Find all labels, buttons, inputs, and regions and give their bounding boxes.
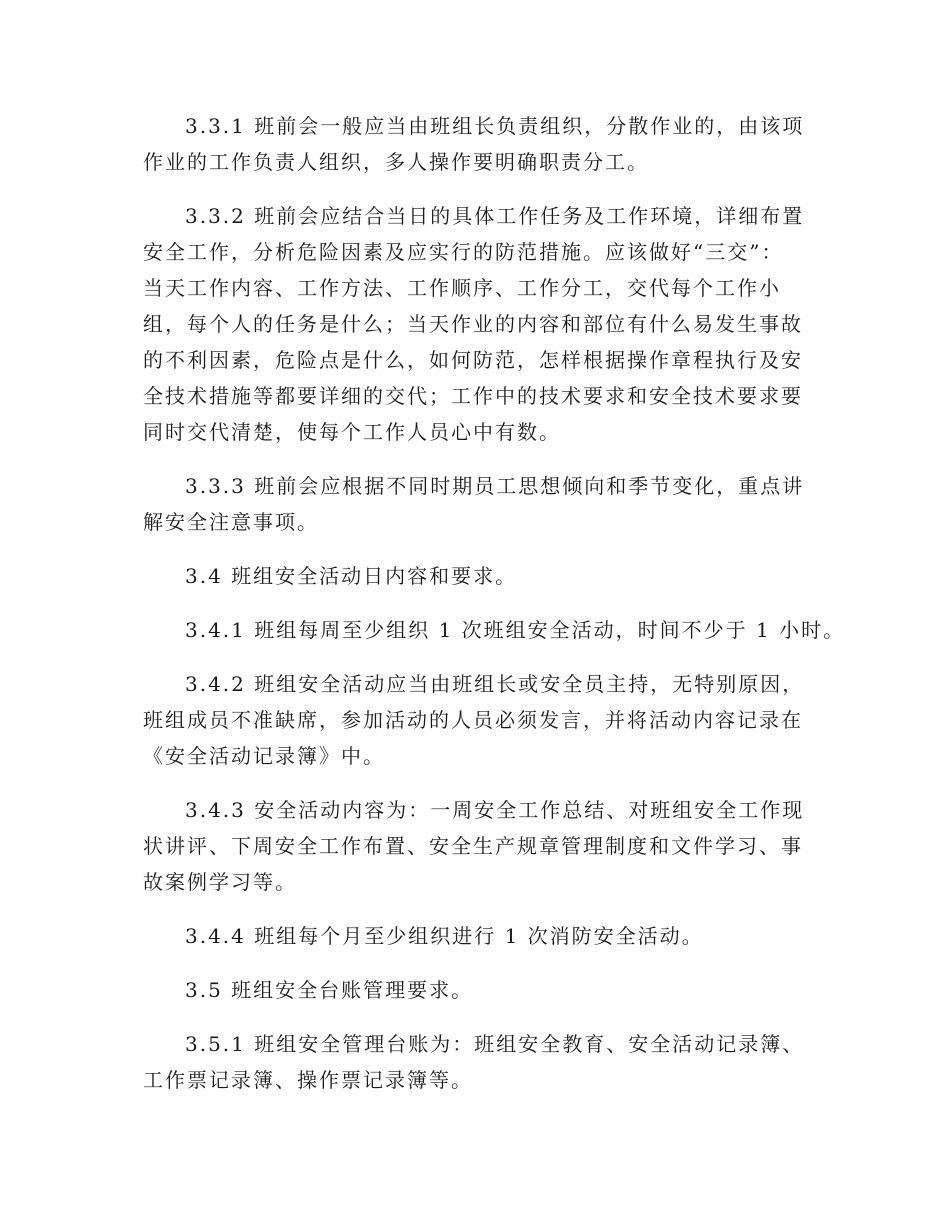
text-line: 作业的工作负责人组织，多人操作要明确职责分工。 bbox=[143, 150, 649, 174]
text-line: 3.3.3 班前会应根据不同时期员工思想倾向和季节变化，重点讲 bbox=[185, 474, 805, 498]
text-line: 组，每个人的任务是什么；当天作业的内容和部位有什么易发生事故 bbox=[143, 312, 803, 336]
text-line: 的不利因素，危险点是什么，如何防范，怎样根据操作章程执行及安 bbox=[143, 348, 803, 372]
text-line: 3.4.1 班组每周至少组织 1 次班组安全活动，时间不少于 1 小时。 bbox=[185, 618, 846, 642]
text-line: 3.5.1 班组安全管理台账为：班组安全教育、安全活动记录簿、 bbox=[185, 1032, 805, 1056]
text-line: 当天工作内容、工作方法、工作顺序、工作分工，交代每个工作小 bbox=[143, 276, 781, 300]
text-line: 3.4.3 安全活动内容为：一周安全工作总结、对班组安全工作现 bbox=[185, 798, 805, 822]
paragraph-3-4-1 bbox=[143, 612, 846, 648]
text-line: 故案例学习等。 bbox=[143, 870, 297, 894]
document-body bbox=[143, 108, 846, 1116]
paragraph-3-4-3 bbox=[143, 792, 808, 900]
text-line: 状讲评、下周安全工作布置、安全生产规章管理制度和文件学习、事 bbox=[143, 834, 803, 858]
text-line: 3.4.4 班组每个月至少组织进行 1 次消防安全活动。 bbox=[185, 924, 704, 948]
paragraph-3-4-4 bbox=[143, 918, 808, 954]
text-line: 安全工作，分析危险因素及应实行的防范措施。应该做好“三交”： bbox=[143, 240, 784, 264]
section-heading-3-5 bbox=[143, 972, 808, 1008]
text-line: 解安全注意事项。 bbox=[143, 510, 319, 534]
paragraph-3-5-1 bbox=[143, 1026, 808, 1098]
text-line: 《安全活动记录簿》中。 bbox=[143, 744, 385, 768]
text-line: 3.4.2 班组安全活动应当由班组长或安全员主持，无特别原因， bbox=[185, 672, 805, 696]
paragraph-3-3-2 bbox=[143, 198, 808, 450]
text-line: 同时交代清楚，使每个工作人员心中有数。 bbox=[143, 420, 561, 444]
text-line: 3.5 班组安全台账管理要求。 bbox=[185, 978, 474, 1002]
section-heading-3-4 bbox=[143, 558, 808, 594]
text-line: 全技术措施等都要详细的交代；工作中的技术要求和安全技术要求要 bbox=[143, 384, 803, 408]
text-line: 3.4 班组安全活动日内容和要求。 bbox=[185, 564, 518, 588]
paragraph-3-3-1 bbox=[143, 108, 808, 180]
text-line: 班组成员不准缺席，参加活动的人员必须发言，并将活动内容记录在 bbox=[143, 708, 803, 732]
text-line: 3.3.1 班前会一般应当由班组长负责组织，分散作业的，由该项 bbox=[185, 114, 805, 138]
text-line: 3.3.2 班前会应结合当日的具体工作任务及工作环境，详细布置 bbox=[185, 204, 805, 228]
text-line: 工作票记录簿、操作票记录簿等。 bbox=[143, 1068, 473, 1092]
paragraph-3-4-2 bbox=[143, 666, 808, 774]
paragraph-3-3-3 bbox=[143, 468, 808, 540]
